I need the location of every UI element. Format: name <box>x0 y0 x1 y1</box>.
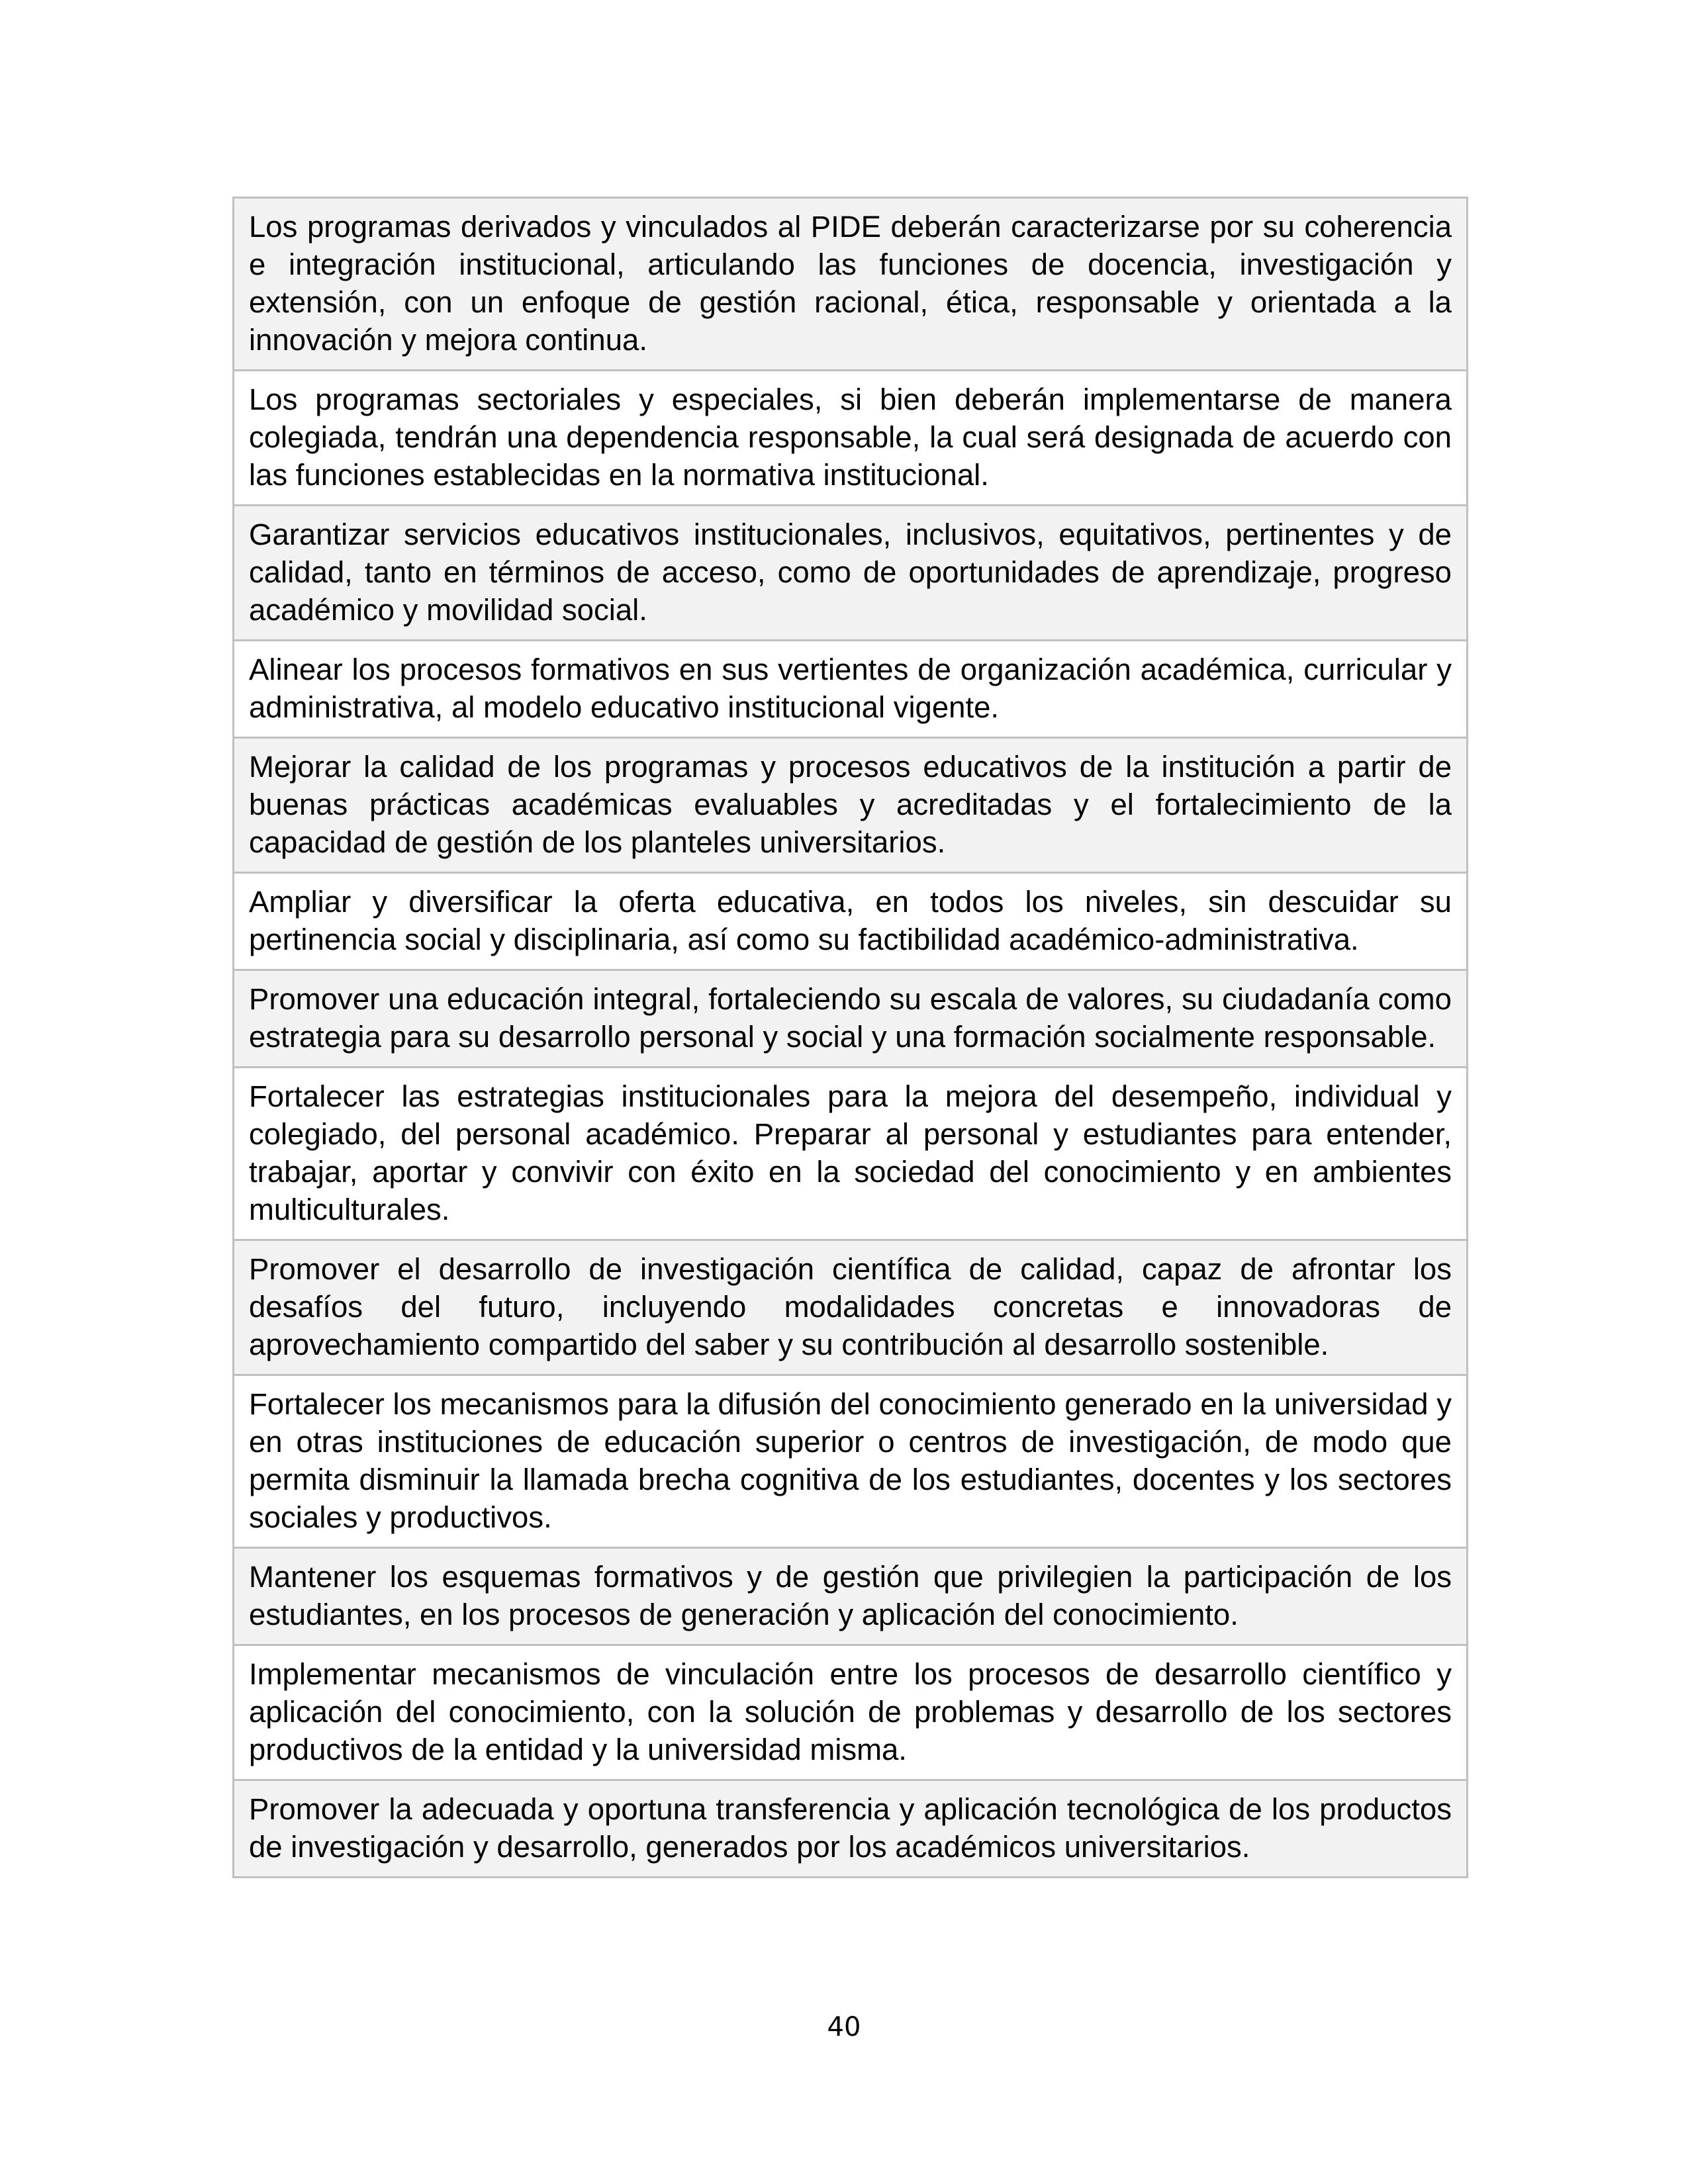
table-row <box>234 1068 1468 1240</box>
table-row <box>234 506 1468 641</box>
table-cell: Garantizar servicios educativos institucionales, inclusivos, equitativos, pertinentes y de calidad, tanto en términos de acceso, como de oportunidades de aprendizaje, progreso académico y movilidad social. <box>234 506 1468 641</box>
table-cell: Mantener los esquemas formativos y de gestión que privilegien la participación de los estudiantes, en los procesos de generación y aplicación del conocimiento. <box>234 1548 1468 1645</box>
table-row <box>234 1645 1468 1780</box>
table-cell: Ampliar y diversificar la oferta educativa, en todos los niveles, sin descuidar su pertinencia social y disciplinaria, así como su factibilidad académico-administrativa. <box>234 873 1468 970</box>
table-row <box>234 1240 1468 1375</box>
table-cell: Promover el desarrollo de investigación científica de calidad, capaz de afrontar los desafíos del futuro, incluyendo modalidades concretas e innovadoras de aprovechamiento compartido del saber y su contribución al desarrollo sostenible. <box>234 1240 1468 1375</box>
table-cell: Los programas sectoriales y especiales, si bien deberán implementarse de manera colegiada, tendrán una dependencia responsable, la cual será designada de acuerdo con las funciones establecidas en la normativa institucional. <box>234 371 1468 506</box>
table-row <box>234 738 1468 873</box>
table-cell: Fortalecer los mecanismos para la difusión del conocimiento generado en la universidad y en otras instituciones de educación superior o centros de investigación, de modo que permita disminuir la llamada brecha cognitiva de los estudiantes, docentes y los sectores sociales y productivos. <box>234 1375 1468 1548</box>
table-cell: Alinear los procesos formativos en sus vertientes de organización académica, curricular y administrativa, al modelo educativo institucional vigente. <box>234 641 1468 738</box>
table-cell: Promover la adecuada y oportuna transferencia y aplicación tecnológica de los productos de investigación y desarrollo, generados por los académicos universitarios. <box>234 1780 1468 1878</box>
table-cell: Implementar mecanismos de vinculación entre los procesos de desarrollo científico y aplicación del conocimiento, con la solución de problemas y desarrollo de los sectores productivos de la entidad y la universidad misma. <box>234 1645 1468 1780</box>
table-row <box>234 873 1468 970</box>
page-number: 40 <box>827 2012 861 2042</box>
table-cell: Promover una educación integral, fortaleciendo su escala de valores, su ciudadanía como estrategia para su desarrollo personal y social y una formación socialmente responsable. <box>234 970 1468 1068</box>
objectives-table <box>232 197 1468 1878</box>
table-row <box>234 371 1468 506</box>
table-row <box>234 198 1468 371</box>
objectives-table-body <box>234 198 1468 1878</box>
table-row <box>234 1548 1468 1645</box>
table-row <box>234 641 1468 738</box>
table-cell: Mejorar la calidad de los programas y procesos educativos de la institución a partir de buenas prácticas académicas evaluables y acreditadas y el fortalecimiento de la capacidad de gestión de los planteles universitarios. <box>234 738 1468 873</box>
table-row <box>234 1375 1468 1548</box>
table-cell: Fortalecer las estrategias institucionales para la mejora del desempeño, individual y colegiado, del personal académico. Preparar al personal y estudiantes para entender, trabajar, aportar y convivir con éxito en la sociedad del conocimiento y en ambientes multiculturales. <box>234 1068 1468 1240</box>
table-row <box>234 970 1468 1068</box>
table-row <box>234 1780 1468 1878</box>
table-cell: Los programas derivados y vinculados al PIDE deberán caracterizarse por su coherencia e integración institucional, articulando las funciones de docencia, investigación y extensión, con un enfoque de gestión racional, ética, responsable y orientada a la innovación y mejora continua. <box>234 198 1468 371</box>
